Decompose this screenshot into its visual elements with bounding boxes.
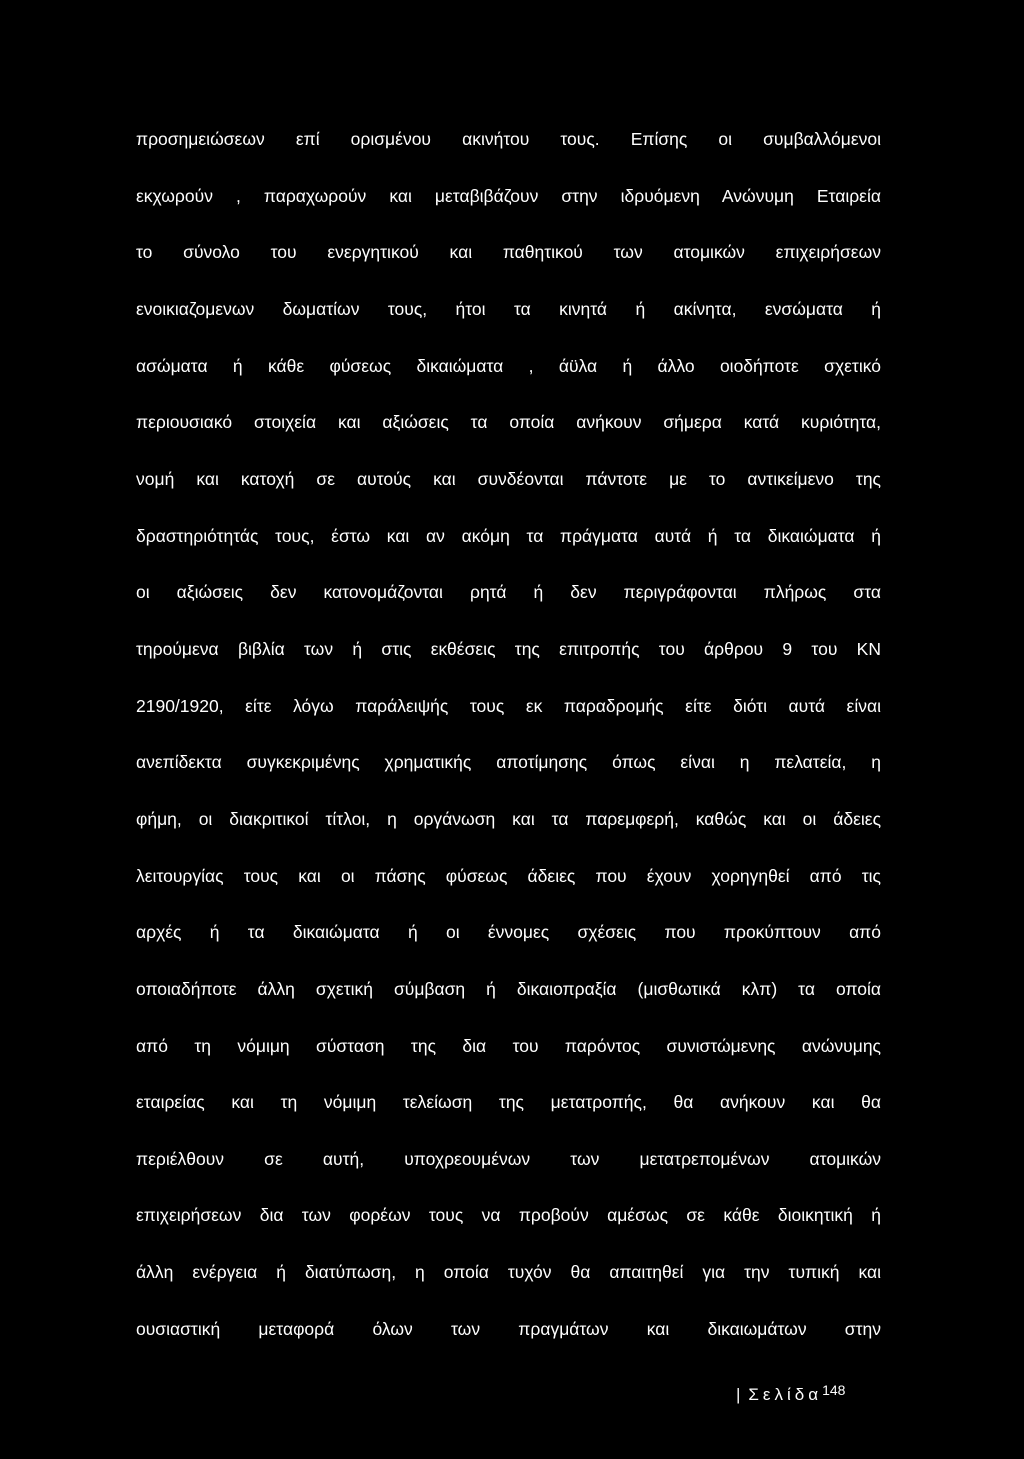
text-line: οποιαδήποτε άλλη σχετική σύμβαση ή δικαιοπραξία (μισθωτικά κλπ) τα οποία [136,979,881,999]
page-label: Σελίδα [748,1385,823,1404]
text-line: φήμη, οι διακριτικοί τίτλοι, η οργάνωση και τα παρεμφερή, καθώς και οι άδειες [136,809,881,829]
page-footer [736,1379,845,1406]
text-line: οι αξιώσεις δεν κατονομάζονται ρητά ή δεν περιγράφονται πλήρως στα [136,582,881,602]
text-line: ουσιαστική μεταφορά όλων των πραγμάτων και δικαιωμάτων στην [136,1319,881,1339]
text-line: νομή και κατοχή σε αυτούς και συνδέονται πάντοτε με το αντικείμενο της [136,469,881,489]
text-line: εταιρείας και τη νόμιμη τελείωση της μετατροπής, θα ανήκουν και θα [136,1092,881,1112]
footer-separator: | [736,1385,741,1404]
text-line: ανεπίδεκτα συγκεκριμένης χρηματικής αποτίμησης όπως είναι η πελατεία, η [136,752,881,772]
text-line: ενοικιαζομενων δωματίων τους, ήτοι τα κινητά ή ακίνητα, ενσώματα ή [136,299,881,319]
text-line: δραστηριότητάς τους, έστω και αν ακόμη τα πράγματα αυτά ή τα δικαιώματα ή [136,526,881,546]
text-line: αρχές ή τα δικαιώματα ή οι έννομες σχέσεις που προκύπτουν από [136,922,881,942]
text-line: λειτουργίας τους και οι πάσης φύσεως άδειες που έχουν χορηγηθεί από τις [136,866,881,886]
text-line: εκχωρούν , παραχωρούν και μεταβιβάζουν στην ιδρυόμενη Ανώνυμη Εταιρεία [136,186,881,206]
text-line: ασώματα ή κάθε φύσεως δικαιώματα , άϋλα ή άλλο οιοδήποτε σχετικό [136,356,881,376]
text-line: από τη νόμιμη σύσταση της δια του παρόντος συνιστώμενης ανώνυμης [136,1036,881,1056]
text-line: τηρούμενα βιβλία των ή στις εκθέσεις της επιτροπής του άρθρου 9 του ΚΝ [136,639,881,659]
text-line: προσημειώσεων επί ορισμένου ακινήτου τους. Επίσης οι συμβαλλόμενοι [136,129,881,149]
page-number: 148 [822,1382,846,1398]
text-line: επιχειρήσεων δια των φορέων τους να προβούν αμέσως σε κάθε διοικητική ή [136,1205,881,1225]
text-line: περιουσιακό στοιχεία και αξιώσεις τα οποία ανήκουν σήμερα κατά κυριότητα, [136,412,881,432]
text-line: περιέλθουν σε αυτή, υποχρεουμένων των μετατρεπομένων ατομικών [136,1149,881,1169]
text-line: άλλη ενέργεια ή διατύπωση, η οποία τυχόν θα απαιτηθεί για την τυπική και [136,1262,881,1282]
text-line: το σύνολο του ενεργητικού και παθητικού των ατομικών επιχειρήσεων [136,242,881,262]
text-line: 2190/1920, είτε λόγω παράλειψής τους εκ παραδρομής είτε διότι αυτά είναι [136,696,881,716]
